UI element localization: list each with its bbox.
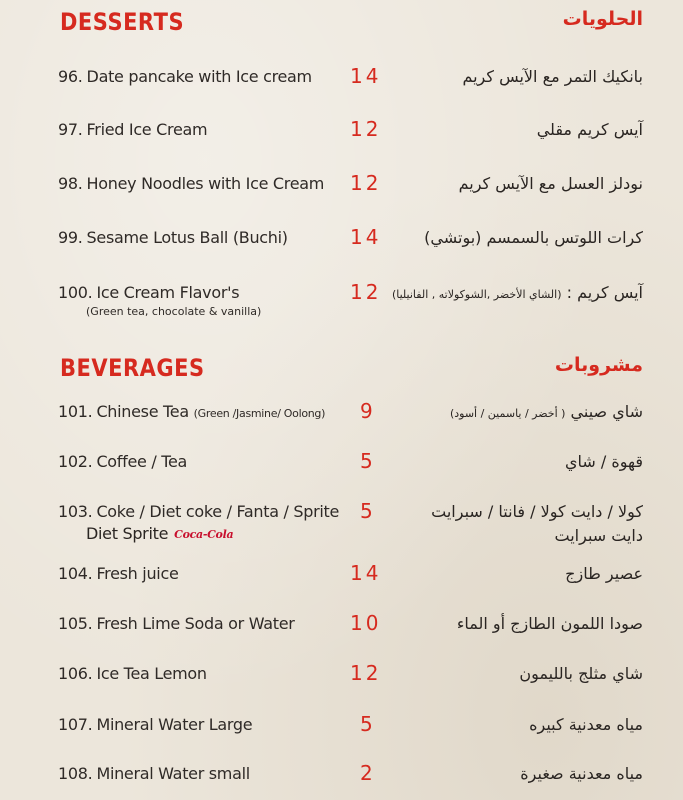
item-price: 5 [360,499,376,523]
item-price: 12 [350,661,382,685]
item-subtext: (Green tea, chocolate & vanilla) [86,305,262,318]
item-price: 14 [350,225,382,249]
item-name-arabic: كولا / دايت كولا / فانتا / سبرايت [431,502,643,521]
item-name: 102. Coffee / Tea [58,452,188,471]
item-price: 10 [350,611,382,635]
item-name: 97. Fried Ice Cream [58,120,208,139]
item-name: 103. Coke / Diet coke / Fanta / Sprite [58,502,340,521]
item-name-arabic: بانكيك التمر مع الآيس كريم [462,67,643,86]
item-name: 104. Fresh juice [58,564,179,583]
item-price: 12 [350,117,382,141]
item-name-arabic: نودلز العسل مع الآيس كريم [458,174,643,193]
desserts-heading-arabic: الحلويات [562,8,643,30]
item-name: 100. Ice Cream Flavor's [58,283,240,302]
item-name-arabic: صودا اللمون الطازج أو الماء [456,614,643,633]
item-name: 96. Date pancake with Ice cream [58,67,312,86]
item-name-arabic-line2: دايت سبرايت [554,526,643,545]
item-name-arabic: شاي مثلج بالليمون [519,664,643,683]
item-price: 5 [360,449,376,473]
item-name: 108. Mineral Water small [58,764,250,783]
item-price: 12 [350,171,382,195]
item-name: 98. Honey Noodles with Ice Cream [58,174,325,193]
item-price: 5 [360,712,376,736]
desserts-heading: DESSERTS [60,8,185,36]
item-name-line2: Diet Sprite Coca-Cola [86,524,234,543]
beverages-heading: BEVERAGES [60,354,205,382]
item-name-arabic: مياه معدنية صغيرة [520,764,643,783]
item-price: 14 [350,64,382,88]
item-name-arabic: آيس كريم مقلي [536,120,643,139]
item-name: 107. Mineral Water Large [58,715,253,734]
item-name: 106. Ice Tea Lemon [58,664,207,683]
item-name-arabic: شاي صيني ( أخضر / ياسمين / أسود) [449,402,643,421]
item-name-arabic: كرات اللوتس بالسمسم (بوتشي) [424,228,643,247]
beverages-heading-arabic: مشروبات [554,354,643,376]
coca-cola-logo: Coca-Cola [174,528,234,541]
item-price: 14 [350,561,382,585]
item-price: 9 [360,399,376,423]
item-name: 105. Fresh Lime Soda or Water [58,614,295,633]
item-price: 12 [350,280,382,304]
item-name-arabic: عصير طازج [565,564,643,583]
item-name: 99. Sesame Lotus Ball (Buchi) [58,228,288,247]
item-price: 2 [360,761,376,785]
item-name-arabic: مياه معدنية كبيره [529,715,643,734]
item-name: 101. Chinese Tea (Green /Jasmine/ Oolong) [58,402,326,421]
item-name-arabic: آيس كريم : (الشاي الأخضر ,الشوكولاته , الفانيليا) [391,283,643,302]
item-name-arabic: قهوة / شاي [564,452,643,471]
